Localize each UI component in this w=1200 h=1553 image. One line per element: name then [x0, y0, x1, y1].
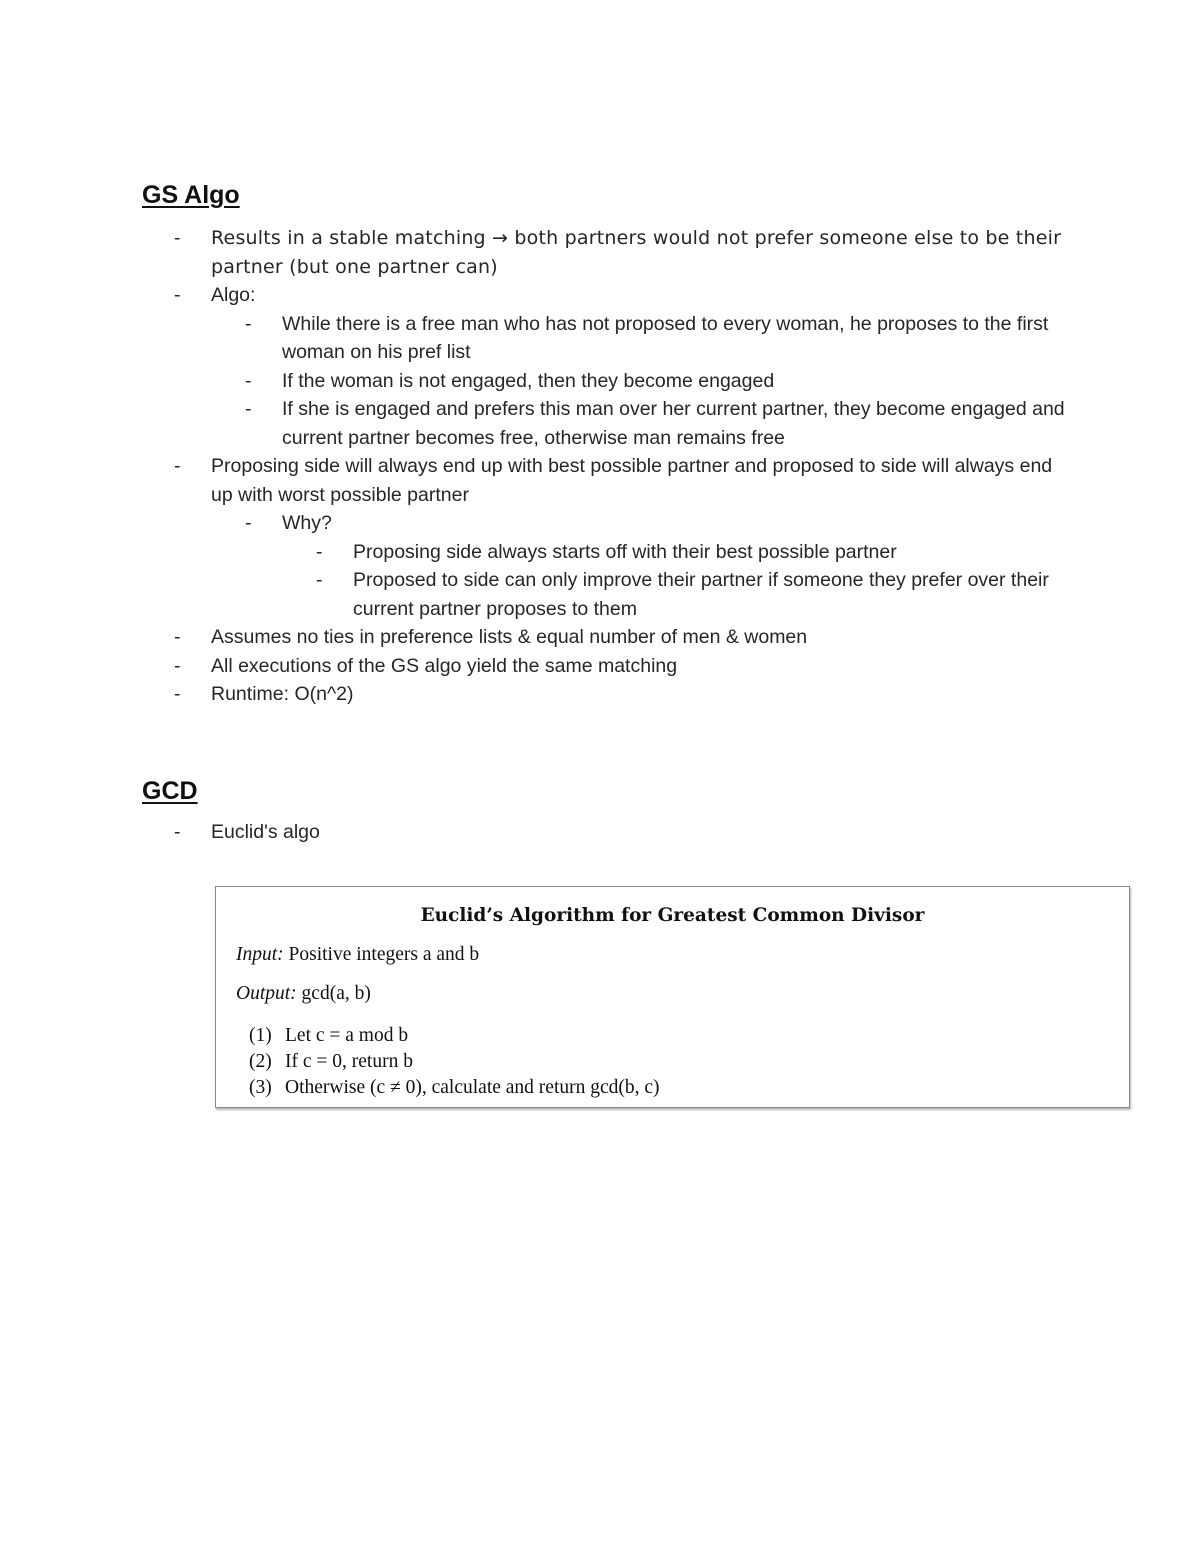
list-item [174, 281, 1074, 310]
input-label: Input: [236, 944, 284, 965]
list-item-text: Proposing side always starts off with their best possible partner [353, 540, 897, 563]
gs-algo-bullet-list [174, 224, 1074, 709]
output-text: gcd(a, b) [301, 983, 371, 1004]
bullet-dash: - [174, 821, 181, 843]
algorithm-steps [249, 1023, 660, 1101]
list-item [174, 538, 1074, 567]
bullet-dash: - [316, 540, 323, 563]
list-item-text: Assumes no ties in preference lists & equal number of men & women [211, 626, 808, 648]
algorithm-step [249, 1075, 660, 1101]
bullet-dash: - [245, 512, 252, 534]
list-item-text: Proposing side will always end up with best possible partner and proposed to side will always end up with worst possible partner [211, 455, 1053, 506]
step-number: (3) [249, 1077, 272, 1098]
list-item-text: Runtime: O(n^2) [211, 683, 354, 705]
gcd-bullet-list [174, 818, 1074, 847]
bullet-dash: - [174, 626, 181, 648]
list-item-text: Algo: [211, 284, 256, 306]
list-item [174, 367, 1074, 396]
list-item [174, 452, 1074, 509]
bullet-dash: - [316, 569, 323, 591]
list-item [174, 310, 1074, 367]
algorithm-title: Euclid’s Algorithm for Greatest Common Divisor [420, 905, 925, 926]
bullet-dash: - [174, 227, 181, 249]
algorithm-output-line [236, 983, 371, 1005]
input-text: Positive integers a and b [288, 944, 480, 965]
list-item-text: All executions of the GS algo yield the same matching [211, 654, 678, 677]
step-text: If c = 0, return b [285, 1051, 413, 1072]
list-item-text: If the woman is not engaged, then they become engaged [282, 369, 775, 392]
list-item [174, 818, 1074, 847]
section-heading-gcd: GCD [142, 777, 198, 805]
bullet-dash: - [245, 369, 252, 392]
bullet-dash: - [174, 284, 181, 306]
bullet-dash: - [245, 312, 252, 335]
step-number: (1) [249, 1025, 272, 1046]
list-item [174, 509, 1074, 538]
list-item-text: Why? [282, 512, 332, 534]
euclid-algorithm-image [215, 886, 1130, 1108]
bullet-dash: - [174, 654, 181, 677]
algorithm-step [249, 1023, 660, 1049]
step-number: (2) [249, 1051, 272, 1072]
list-item-text: If she is engaged and prefers this man over her current partner, they become engaged and current partner becomes free, otherwise man remains free [282, 398, 1065, 449]
list-item [174, 395, 1074, 452]
list-item [174, 680, 1074, 709]
list-item-text: While there is a free man who has not proposed to every woman, he proposes to the first woman on his pref list [282, 312, 1049, 363]
list-item-text: Proposed to side can only improve their partner if someone they prefer over their current partner proposes to them [353, 569, 1049, 620]
bullet-dash: - [174, 683, 181, 705]
step-text: Let c = a mod b [285, 1025, 409, 1046]
algorithm-step [249, 1049, 660, 1075]
section-heading-gs-algo: GS Algo [142, 181, 240, 209]
algorithm-input-line [236, 944, 479, 966]
list-item-text: Euclid's algo [211, 821, 320, 843]
list-item [174, 623, 1074, 652]
bullet-dash: - [174, 455, 181, 477]
step-text: Otherwise (c ≠ 0), calculate and return gcd(b, c) [285, 1077, 660, 1098]
list-item [174, 224, 1074, 281]
list-item [174, 652, 1074, 681]
output-label: Output: [236, 983, 297, 1004]
list-item [174, 566, 1074, 623]
list-item-text: Results in a stable matching → both partners would not prefer someone else to be their partner (but one partner can) [211, 227, 1062, 278]
bullet-dash: - [245, 398, 252, 420]
